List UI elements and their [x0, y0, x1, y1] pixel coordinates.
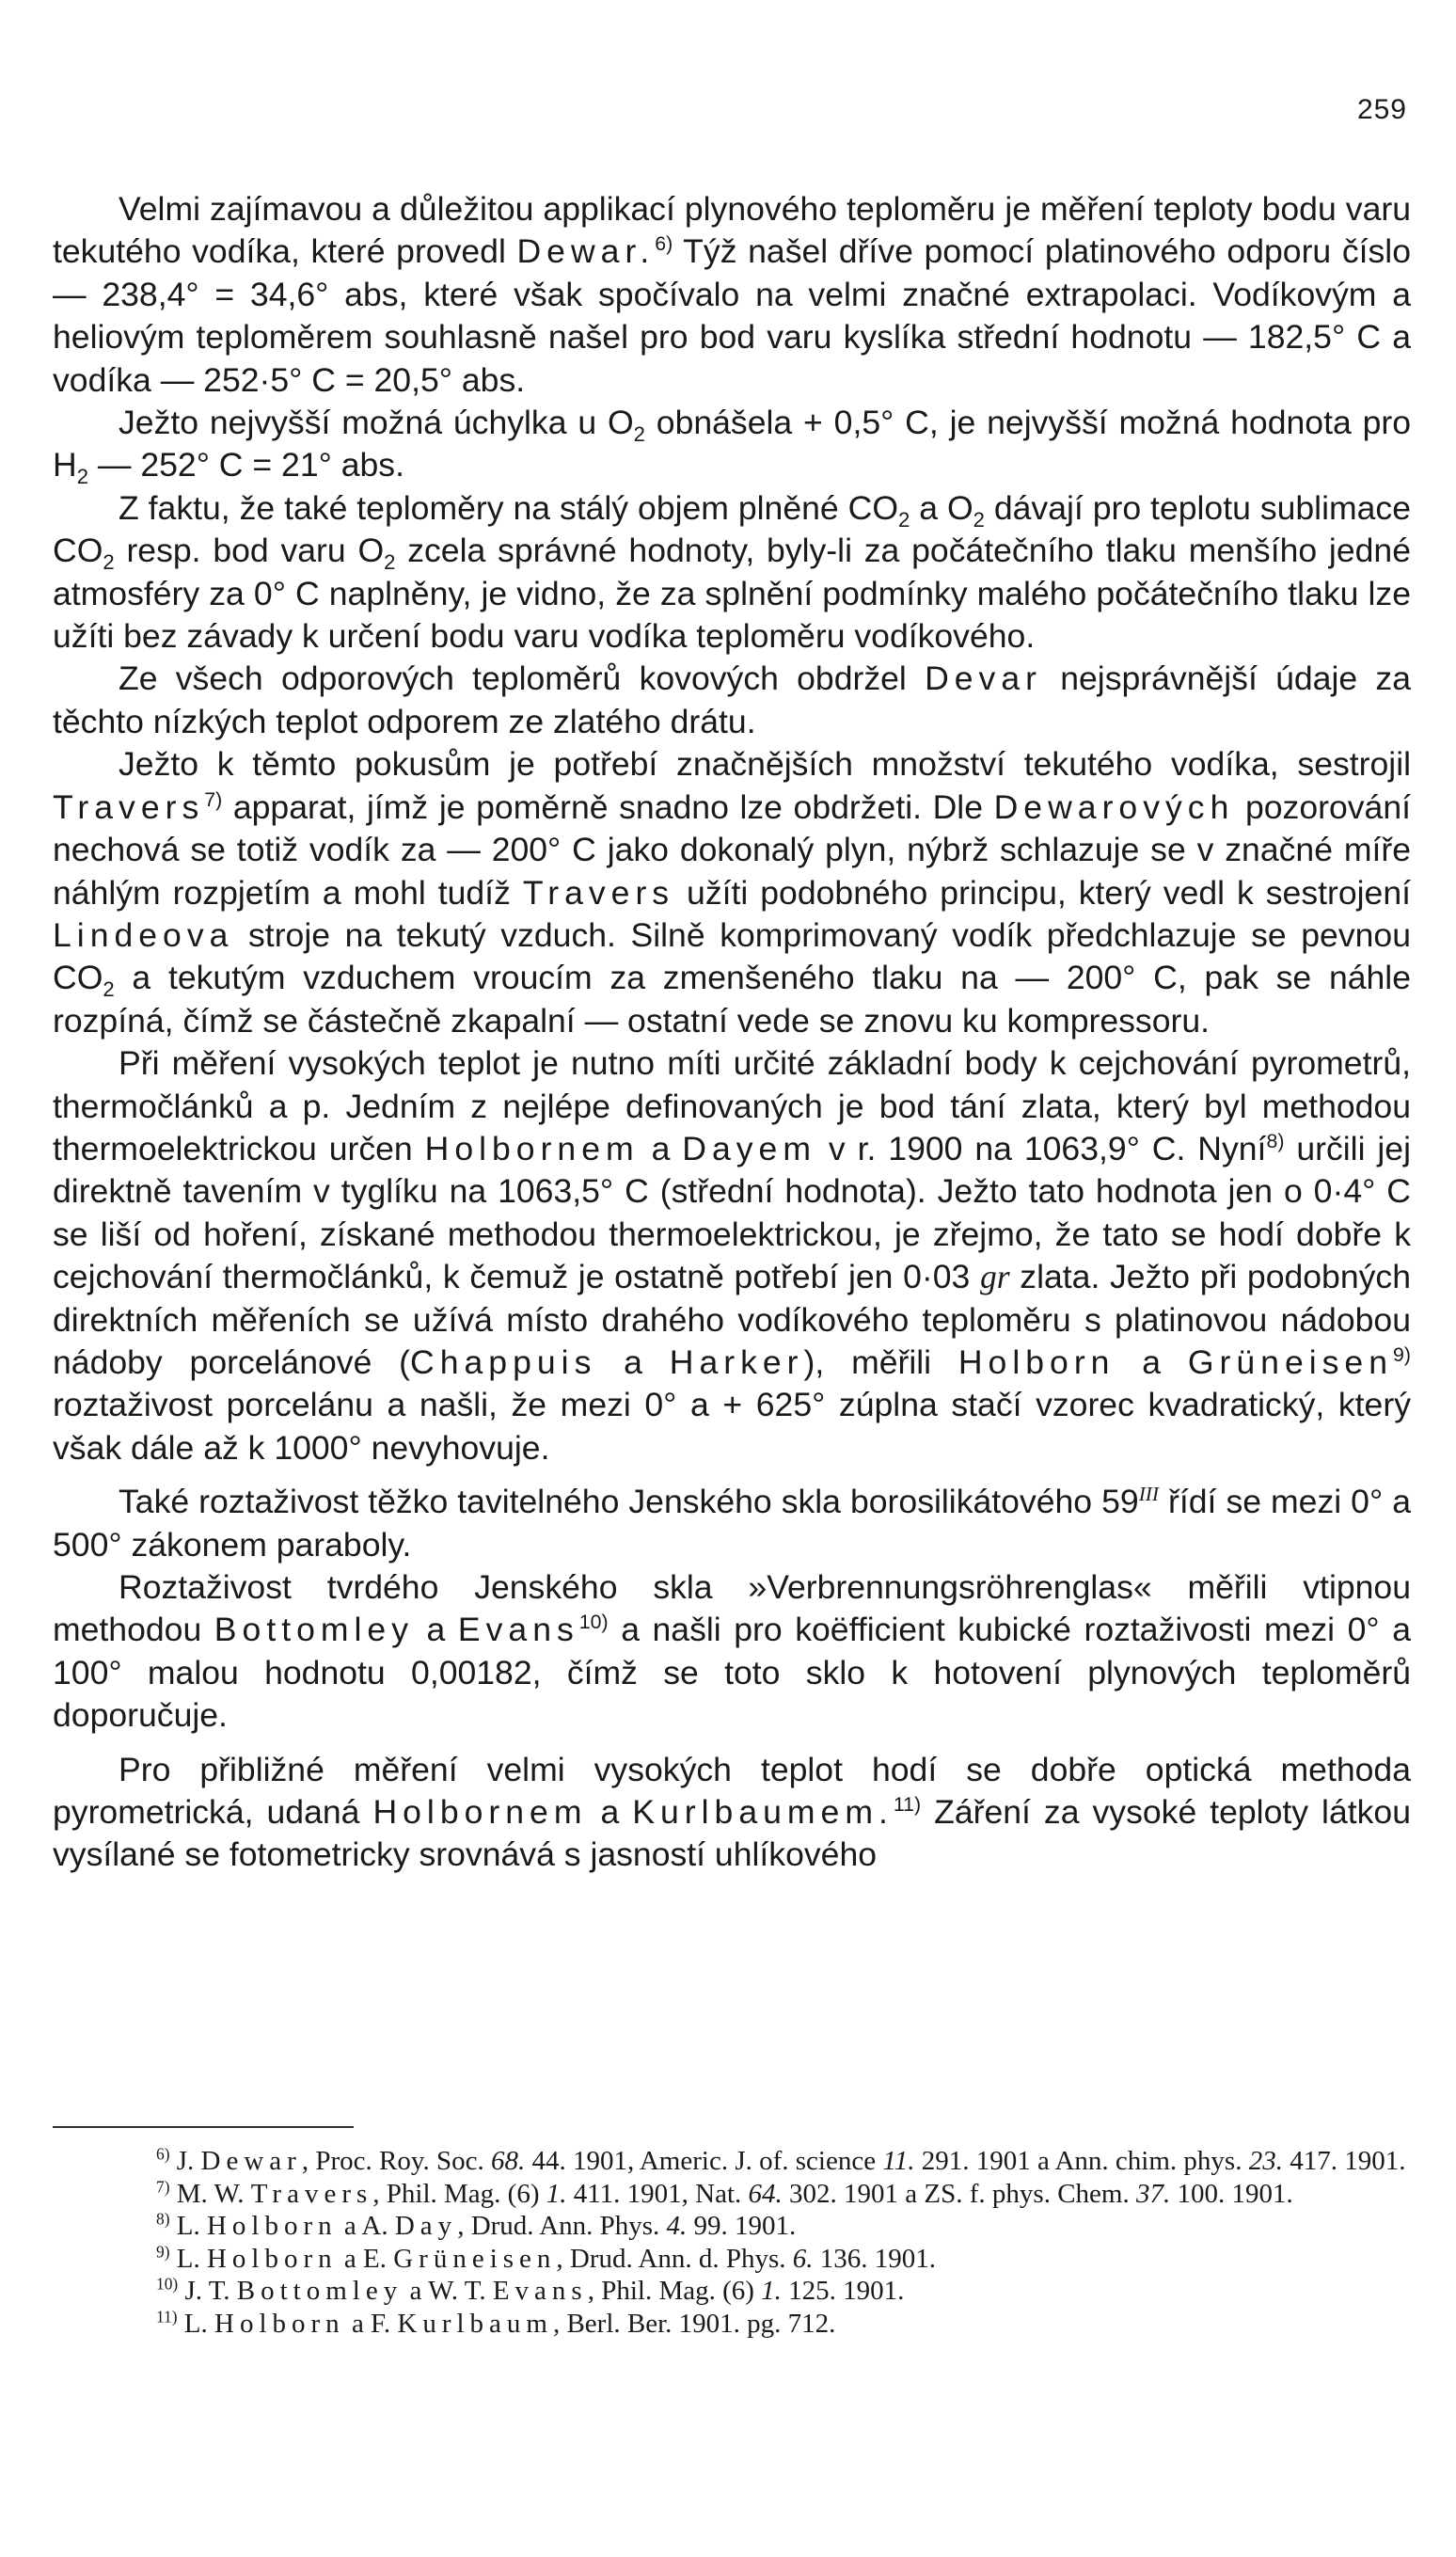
footnote-ref: 10): [578, 1611, 609, 1634]
paragraph-2: Ježto nejvyšší možná úchylka u $O_2$ obnášela + 0,5° C, je nejvyšší možná hodnota pro $H_2$ — 252° C = 21° abs.: [53, 404, 1411, 489]
footnote-9: $^{9)}$ L. Holborn a E. Grüneisen, Drud. Ann. d. Phys. 6. 136. 1901.: [156, 2242, 937, 2274]
footnotes: [53, 2145, 1411, 2341]
footnote-11: $^{11)}$ L. Holborn a F. Kurlbaum, Berl. Ber. 1901. pg. 712.: [156, 2307, 836, 2339]
footnote-7: $^{7)}$ M. W. Travers, Phil. Mag. (6) 1. 411. 1901, Nat. 64. 302. 1901 a ZS. f. phys. Chem. 37. 100. 1901.: [156, 2176, 1293, 2209]
paragraph-4: Ze všech odporových teploměrů kovových obdržel Devar nejsprávnější údaje za těchto nízkých teplot odporem ze zlatého drátu.: [53, 659, 1411, 740]
page-number: 259: [1356, 94, 1407, 125]
footnote-10: $^{10)}$ J. T. Bottomley a W. T. Evans, Phil. Mag. (6) 1. 125. 1901.: [156, 2274, 905, 2307]
footnote-ref: 6): [655, 232, 673, 256]
footnote-ref: 11): [893, 1793, 922, 1817]
paragraph-3: Z faktu, že také teploměry na stálý objem plněné $CO_2$ a $O_2$ dávají pro teplotu sublimace $CO_2$ resp. bod varu $O_2$ zcela správné hodnoty, byly-li za počátečního tlaku menšího jedné atmosféry za 0° C naplněny, je vidno, že za splnění podmínky malého počátečního tlaku lze užíti bez závady k určení bodu varu vodíka teploměru vodíkového.: [53, 488, 1411, 656]
paragraph-9: Pro přibližné měření velmi vysokých teplot hodí se dobře optická methoda pyrometrická, udaná Holbornem a Kurlbaumem.$^{11)}$ Záření za vysoké teploty látkou vysílané se fotometricky srovnává s jasností uhlíkového: [53, 1750, 1411, 1874]
body-text: [53, 188, 1411, 1877]
footnote-8: $^{8)}$ L. Holborn a A. Day, Drud. Ann. Phys. 4. 99. 1901.: [156, 2209, 797, 2242]
footnote-6: $^{6)}$ J. Dewar, Proc. Roy. Soc. 68. 44. 1901, Americ. J. of. science 11. 291. 1901 a Ann. chim. phys. 23. 417. 1901.: [156, 2144, 1406, 2176]
paragraph-7: Také roztaživost těžko tavitelného Jenského skla borosilikátového $59^{III}$ řídí se mezi 0° a 500° zákonem paraboly.: [53, 1483, 1411, 1564]
paragraph-8: Roztaživost tvrdého Jenského skla »Verbrennungsröhrenglas« měřili vtipnou methodou Bottomley a Evans$^{10)}$ a našli pro koëfficient kubické roztaživosti mezi 0° a 100° malou hodnotu 0,00182, čímž se toto sklo k hotovení plynových teploměrů doporučuje.: [53, 1568, 1411, 1735]
paragraph-1: Velmi zajímavou a důležitou applikací plynového teploměru je měření teploty bodu varu tekutého vodíka, které provedl Dewar.$^{6)}$ Týž našel dříve pomocí platinového odporu číslo — 238,4° = 34,6° abs, které však spočívalo na velmi značné extrapolaci. Vodíkovým a heliovým teploměrem souhlasně našel pro bod varu kyslíka střední hodnotu — 182,5° C a vodíka — 252·5° C = 20,5° abs.: [53, 190, 1411, 399]
paragraph-5: Ježto k těmto pokusům je potřebí značnějších množství tekutého vodíka, sestrojil Travers$^{7)}$ apparat, jímž je poměrně snadno lze obdržeti. Dle Dewarových pozorování nechová se totiž vodík za — 200° C jako dokonalý plyn, nýbrž schlazuje se v značné míře náhlým rozpjetím a mohl tudíž Travers užíti podobného principu, který vedl k sestrojení Lindeova stroje na tekutý vzduch. Silně komprimovaný vodík předchlazuje se pevnou $CO_2$ a tekutým vzduchem vroucím za zmenšeného tlaku na — 200° C, pak se náhle rozpíná, čímž se částečně zkapalní — ostatní vede se znovu ku kompressoru.: [53, 745, 1411, 1040]
footnote-ref: 7): [204, 787, 223, 811]
footnote-divider: [53, 2126, 354, 2128]
footnote-ref: 9): [1393, 1343, 1411, 1367]
paragraph-6: Při měření vysokých teplot je nutno míti určité základní body k cejchování pyrometrů, thermočlánků a p. Jedním z nejlépe definovaných je bod tání zlata, který byl methodou thermoelektrickou určen Holbornem a Dayem v r. 1900 na 1063,9° C. Nyní$^{8)}$ určili jej direktně tavením v tyglíku na 1063,5° C (střední hodnota). Ježto tato hodnota jen o 0·4° C se liší od hoření, získané methodou thermoelektrickou, je zřejmo, že tato se hodí dobře k cejchování thermočlánků, k čemuž je ostatně potřebí jen 0·03 gr zlata. Ježto při podobných direktních měřeních se užívá místo drahého vodíkového teploměru s platinovou nádobou nádoby porcelánové (Chappuis a Harker), měřili Holborn a Grüneisen$^{9)}$ roztaživost porcelánu a našli, že mezi 0° a + 625° zúplna stačí vzorec kvadratický, který však dále až k 1000° nevyhovuje.: [53, 1044, 1411, 1467]
footnote-ref: 8): [1266, 1130, 1285, 1153]
